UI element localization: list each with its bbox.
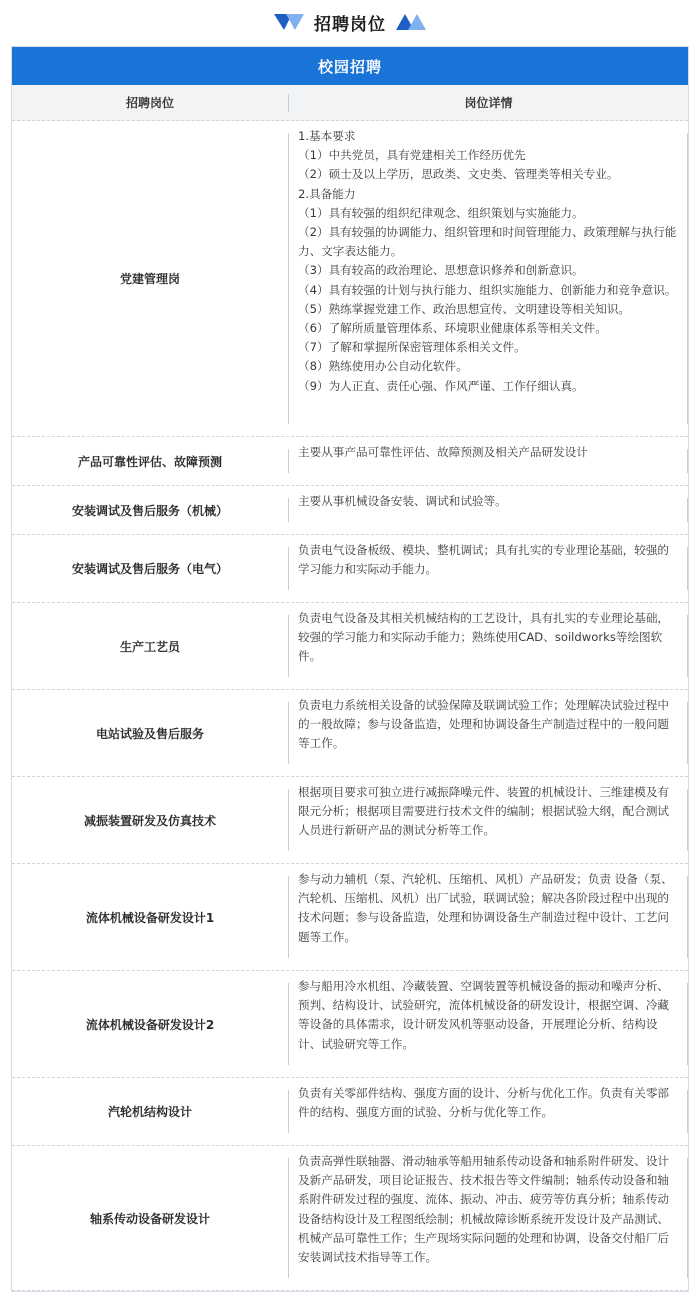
detail-line: 负责电气设备板级、模块、整机调试；具有扎实的专业理论基础，较强的学习能力和实际动手能力。	[298, 543, 670, 577]
column-header-position: 招聘岗位	[125, 96, 174, 110]
position-details	[288, 1146, 688, 1290]
position-name: 安装调试及售后服务（电气）	[71, 562, 228, 576]
detail-line: （1）中共党员，具有党建相关工作经历优先	[298, 148, 526, 163]
position-details	[288, 603, 688, 689]
detail-line: （8）熟练使用办公自动化软件。	[298, 359, 468, 374]
position-details	[288, 864, 688, 970]
detail-line: （2）具有较强的协调能力、组织管理和时间管理能力、政策理解与执行能力、文字表达能力。	[298, 225, 677, 259]
position-details	[288, 121, 688, 436]
table-row	[12, 1078, 688, 1146]
position-details	[288, 535, 688, 602]
detail-line: （1）具有较强的组织纪律观念、组织策划与实施能力。	[298, 205, 584, 220]
detail-line: 参与船用冷水机组、冷藏装置、空调装置等机械设备的振动和噪声分析、预判、结构设计、试验研究，流体机械设备的研发设计，根据空调、冷藏等设备的具体需求，设计研发风机等驱动设备，开展理论分析、结构设计、试验研究等工作。	[298, 979, 670, 1051]
position-name: 减振装置研发及仿真技术	[83, 813, 216, 828]
position-details	[288, 1078, 688, 1145]
section-title: 招聘岗位	[314, 14, 386, 35]
table-row	[12, 971, 688, 1078]
position-name: 产品可靠性评估、故障预测	[77, 454, 222, 469]
position-details	[288, 437, 688, 485]
position-name: 轴系传动设备研发设计	[89, 1211, 210, 1226]
position-name: 汽轮机结构设计	[107, 1105, 192, 1119]
position-details	[288, 777, 688, 863]
table-row	[12, 1146, 688, 1291]
table-row	[12, 777, 688, 864]
position-name: 安装调试及售后服务（机械）	[71, 503, 228, 518]
left-triangle-icon	[274, 13, 306, 31]
detail-line: 负责高弹性联轴器、滑动轴承等船用轴系传动设备和轴系附件研发、设计及新产品研发，项目论证报告、技术报告等文件编制；轴系传动设备和轴系附件研发过程的强度、流体、振动、冲击、疲劳等仿真分析；轴系传动设备结构设计及工程图纸绘制；机械故障诊断系统开发设计及产品测试、机械产品可靠性工作；生产现场实际问题的处理和协调，设备交付船厂后安装调试技术指导等工作。	[298, 1154, 670, 1265]
table-row	[12, 486, 688, 535]
position-details	[288, 690, 688, 776]
recruitment-table-card	[11, 46, 689, 1292]
position-name: 党建管理岗	[119, 272, 180, 286]
detail-line: （2）硕士及以上学历，思政类、文史类、管理类等相关专业。	[298, 167, 619, 182]
detail-line: 参与动力辅机（泵、汽轮机、压缩机、风机）产品研发；负责 设备（泵、汽轮机、压缩机、风机）出厂试验，联调试验；解决各阶段过程中出现的技术问题；参与设备监造，处理和协调设备生产制造过程中设计、工艺问题等工作。	[298, 872, 673, 944]
detail-line: （5）熟练掌握党建工作、政治思想宣传、文明建设等相关知识。	[298, 301, 631, 316]
position-name: 流体机械设备研发设计2	[85, 1017, 215, 1032]
table-row	[12, 864, 688, 971]
detail-line: 1.基本要求	[298, 129, 356, 143]
position-name: 流体机械设备研发设计1	[85, 910, 215, 925]
table-row	[12, 690, 688, 777]
table-row	[12, 535, 688, 603]
table-body	[12, 121, 688, 1291]
detail-line: 主要从事机械设备安装、调试和试验等。	[298, 494, 507, 508]
right-triangle-icon	[394, 13, 426, 31]
detail-line: （4）具有较强的计划与执行能力、组织实施能力、创新能力和竞争意识。	[298, 282, 677, 297]
detail-line: （7）了解和掌握所保密管理体系相关文件。	[298, 340, 526, 355]
detail-line: 根据项目要求可独立进行减振降噪元件、装置的机械设计、三维建模及有限元分析；根据项目需要进行技术文件的编制；根据试验大纲，配合测试人员进行新研产品的测试分析等工作。	[298, 785, 670, 838]
table-header	[12, 85, 688, 121]
detail-line: 负责电力系统相关设备的试验保障及联调试验工作；处理解决试验过程中的一般故障；参与设备监造，处理和协调设备生产制造过程中的一般问题等工作。	[298, 698, 670, 751]
position-name: 生产工艺员	[119, 639, 180, 654]
section-header	[0, 0, 700, 44]
detail-line: 2.具备能力	[298, 186, 356, 201]
position-name: 电站试验及售后服务	[95, 726, 204, 741]
detail-line: 负责电气设备及其相关机械结构的工艺设计，具有扎实的专业理论基础，较强的学习能力和实际动手能力；熟练使用CAD、soildworks等绘图软件。	[298, 611, 670, 664]
campus-recruitment-banner: 校园招聘	[12, 47, 688, 85]
position-details	[288, 971, 688, 1077]
column-header-details: 岗位详情	[288, 94, 688, 112]
detail-line: 主要从事产品可靠性评估、故障预测及相关产品研发设计	[298, 445, 588, 459]
table-row	[12, 121, 688, 437]
detail-line: （6）了解所质量管理体系、环境职业健康体系等相关文件。	[298, 321, 607, 336]
table-row	[12, 603, 688, 690]
table-row	[12, 437, 688, 486]
detail-line: （3）具有较高的政治理论、思想意识修养和创新意识。	[298, 263, 584, 278]
detail-line: 负责有关零部件结构、强度方面的设计、分析与优化工作。负责有关零部件的结构、强度方面的试验、分析与优化等工作。	[298, 1086, 670, 1120]
position-details	[288, 486, 688, 534]
detail-line: （9）为人正直、责任心强、作风严谨、工作仔细认真。	[298, 378, 584, 393]
